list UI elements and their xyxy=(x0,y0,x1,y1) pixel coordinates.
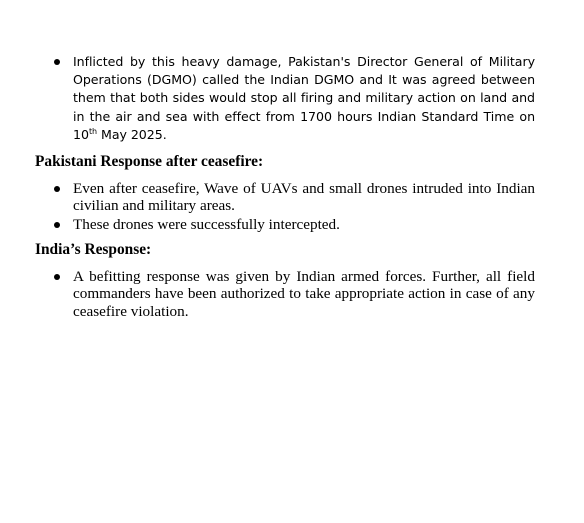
befitting-response-text: A befitting response was given by Indian armed forces. Further, all field commanders have been authorized to take appropriate action in case of any ceasefire violation. xyxy=(73,268,535,320)
bullet-icon xyxy=(54,274,60,280)
ceasefire-section xyxy=(35,53,535,144)
ceasefire-bullet-list xyxy=(35,53,535,144)
section-heading-pakistani-response: Pakistani Response after ceasefire: xyxy=(35,153,264,170)
dgmo-date-tail: May 2025. xyxy=(97,126,167,142)
pakistani-response-bullet-list xyxy=(35,180,535,233)
india-response-list-wrap xyxy=(35,268,535,320)
bullet-icon xyxy=(54,59,60,65)
ordinal-suffix: th xyxy=(88,126,98,136)
list-item-drone-interception xyxy=(35,216,535,233)
pakistani-response-section xyxy=(35,153,535,171)
pakistani-response-list-wrap xyxy=(35,180,535,233)
dgmo-text: Inflicted by this heavy damage, Pakistan's Director General of Military Operations (DGMO) called the Indian DGMO and It was agreed between them that both sides would stop all firing and military action on land and in the air and sea with effect from 1700 hours Indian Standard Time on 10 xyxy=(73,54,535,142)
list-item-drone-intrusion xyxy=(35,180,535,215)
bullet-icon xyxy=(54,222,60,228)
india-response-bullet-list xyxy=(35,268,535,320)
india-response-section xyxy=(35,241,535,259)
section-heading-india-response: India’s Response: xyxy=(35,241,152,258)
list-item-befitting-response xyxy=(35,268,535,320)
drone-intrusion-text: Even after ceasefire, Wave of UAVs and small drones intruded into Indian civilian and military areas. xyxy=(73,180,535,215)
drone-interception-text: These drones were successfully intercepted. xyxy=(73,215,340,233)
list-item-dgmo-call xyxy=(35,53,535,144)
bullet-icon xyxy=(54,186,60,192)
